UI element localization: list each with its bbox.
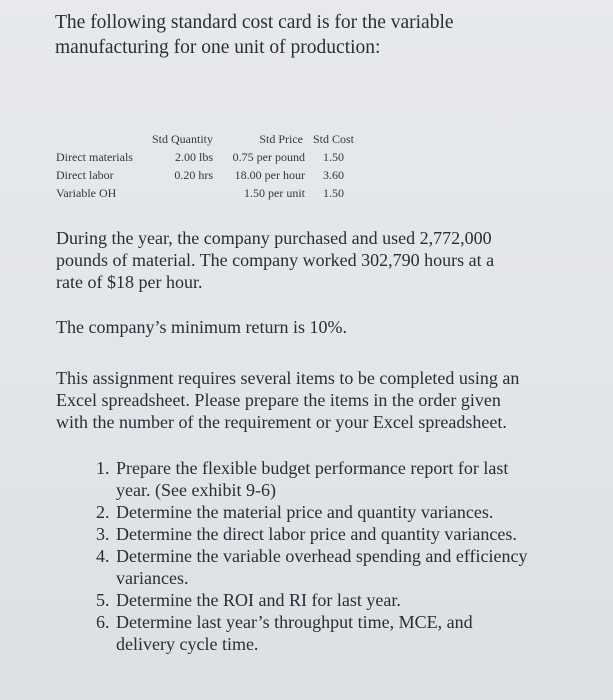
list-item-line-2: variances. (116, 568, 189, 588)
purchase-line-1: During the year, the company purchased and used 2,772,000 (56, 228, 492, 248)
purchase-line-2: pounds of material. The company worked 302,790 hours at a (56, 250, 495, 270)
list-item-line-1: Prepare the flexible budget performance report for last (116, 458, 509, 478)
list-number: 4. (96, 546, 110, 566)
list-number: 1. (96, 458, 110, 478)
list-item (96, 589, 576, 611)
row-label: Variable OH (56, 186, 117, 200)
list-item-line-1: Determine the variable overhead spending and efficiency (116, 546, 528, 566)
row-cost: 1.50 (323, 150, 344, 164)
purchase-paragraph (56, 227, 566, 293)
min-return-line: The company’s minimum return is 10%. (56, 317, 347, 337)
standard-cost-card (56, 130, 362, 202)
list-item (96, 523, 576, 545)
list-item-line-1: Determine last year’s throughput time, MCE, and (116, 612, 473, 632)
cost-row-direct-materials (56, 148, 362, 166)
row-label: Direct materials (56, 150, 133, 164)
purchase-line-3: rate of $18 per hour. (56, 272, 203, 292)
assignment-line-1: This assignment requires several items to be completed using an (56, 368, 520, 388)
header-std-cost: Std Cost (312, 132, 354, 146)
cost-row-variable-oh (56, 184, 362, 202)
row-qty: 0.20 hrs (174, 168, 213, 182)
list-item (96, 611, 576, 655)
list-item-line-1: Determine the ROI and RI for last year. (116, 590, 401, 610)
row-cost: 3.60 (323, 168, 344, 182)
list-item-line-2: delivery cycle time. (116, 634, 259, 654)
list-number: 5. (96, 590, 110, 610)
list-item (96, 545, 576, 589)
cost-row-direct-labor (56, 166, 362, 184)
list-item-line-2: year. (See exhibit 9-6) (116, 480, 276, 500)
row-cost: 1.50 (323, 186, 344, 200)
row-qty (150, 184, 213, 202)
assignment-line-2: Excel spreadsheet. Please prepare the items in the order given (56, 390, 501, 410)
row-qty: 2.00 lbs (174, 150, 213, 164)
header-std-price: Std Price (259, 132, 303, 146)
list-item (96, 457, 576, 501)
min-return-paragraph (56, 316, 566, 338)
header-std-quantity: Std Quantity (151, 132, 213, 146)
list-item-line-1: Determine the direct labor price and quantity variances. (116, 524, 517, 544)
assignment-line-3: with the number of the requirement or your Excel spreadsheet. (56, 412, 507, 432)
list-number: 2. (96, 502, 110, 522)
intro-line-1: The following standard cost card is for the variable (55, 12, 454, 33)
header-blank (56, 130, 150, 148)
row-price: 0.75 per pound (232, 150, 305, 164)
list-item (96, 501, 576, 523)
row-price: 18.00 per hour (234, 168, 305, 182)
intro-heading (55, 10, 575, 60)
list-number: 3. (96, 524, 110, 544)
list-number: 6. (96, 612, 110, 632)
intro-line-2: manufacturing for one unit of production: (55, 37, 381, 58)
list-item-line-1: Determine the material price and quantity variances. (116, 502, 494, 522)
row-label: Direct labor (56, 168, 114, 182)
assignment-paragraph (56, 367, 566, 433)
requirements-list (96, 457, 576, 655)
row-price: 1.50 per unit (244, 186, 305, 200)
cost-card-header-row (56, 130, 362, 148)
